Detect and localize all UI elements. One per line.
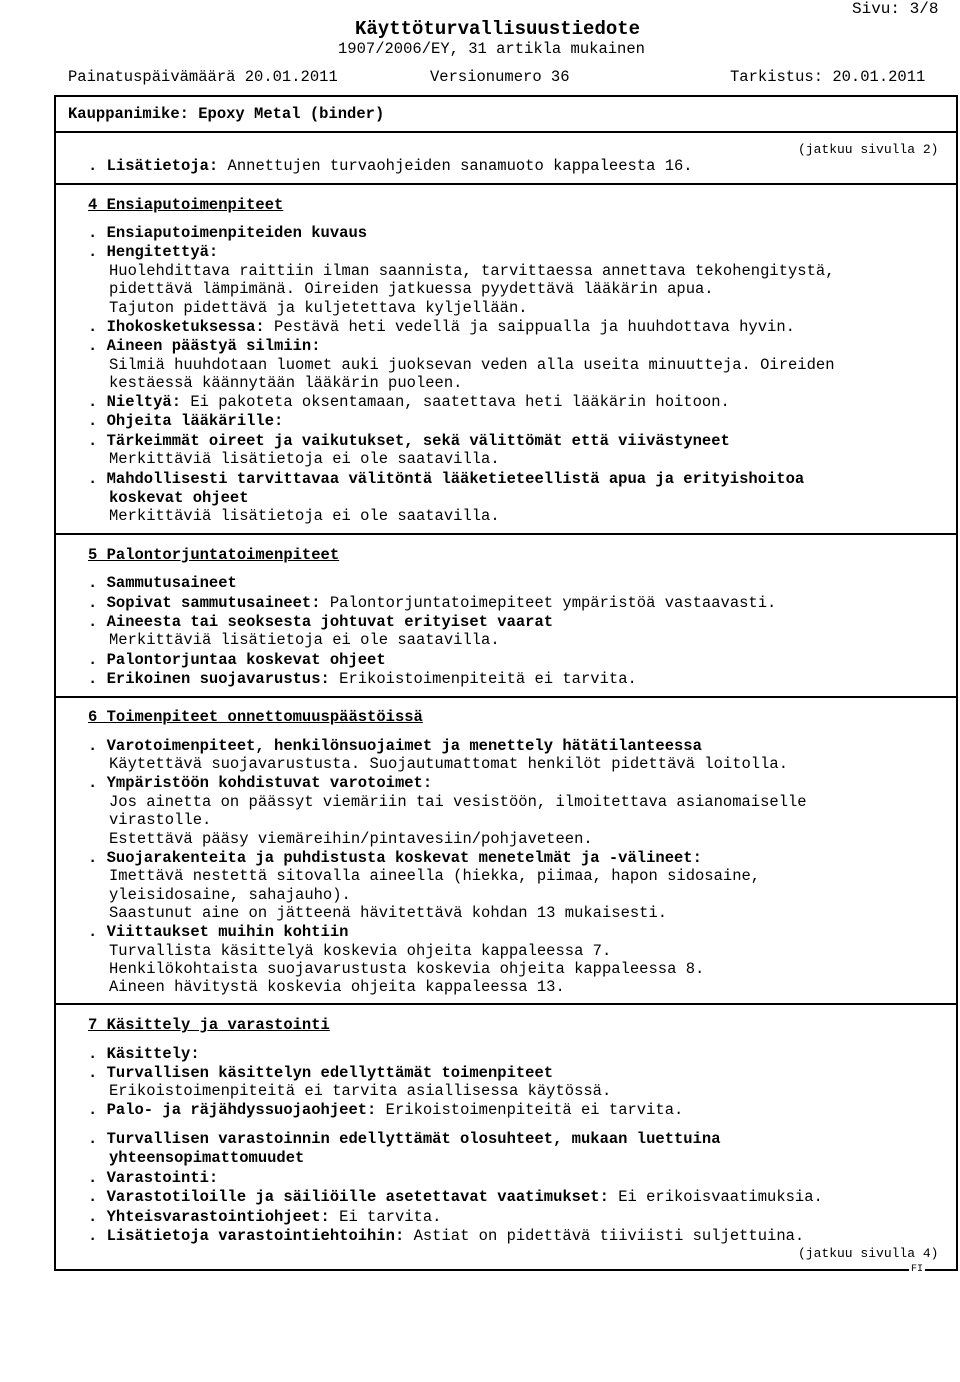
language-code: FI (911, 1264, 924, 1275)
s6-line: . Ympäristöön kohdistuvat varotoimet: (88, 774, 433, 792)
s6-line: Estettävä pääsy viemäreihin/pintavesiin/pohjaveteen. (109, 830, 593, 848)
s5-text: Erikoistoimenpiteitä ei tarvita. (329, 670, 637, 688)
section-5-title: 5 Palontorjuntatoimenpiteet (88, 546, 340, 564)
s6-line: . Varotoimenpiteet, henkilönsuojaimet ja menettely hätätilanteessa (88, 737, 702, 755)
s7-line: . Turvallisen käsittelyn edellyttämät toimenpiteet (88, 1064, 554, 1082)
s7-line (88, 1101, 683, 1119)
s7-line: . Varastointi: (88, 1169, 219, 1187)
frame-bottom-rule (54, 1269, 958, 1271)
continued-from: (jatkuu sivulla 2) (798, 142, 939, 157)
section-divider (54, 1003, 958, 1005)
section-divider (54, 183, 958, 185)
s4-text: Ei pakoteta oksentamaan, saatettava heti lääkärin hoitoon. (181, 393, 730, 411)
s6-line: Turvallista käsittelyä koskevia ohjeita kappaleessa 7. (109, 942, 612, 960)
frame-right-border (956, 95, 958, 1270)
section-6-title: 6 Toimenpiteet onnettomuuspäästöissä (88, 708, 423, 726)
print-date: Painatuspäivämäärä 20.01.2011 (68, 68, 338, 86)
s4-line: kestäessä käännytään lääkärin puoleen. (109, 374, 463, 392)
continued-to: (jatkuu sivulla 4) (798, 1246, 939, 1261)
s5-line: . Sammutusaineet (88, 574, 237, 592)
s4-line (88, 393, 730, 411)
s4-line: Tajuton pidettävä ja kuljetettava kyljellään. (109, 299, 528, 317)
section-divider (54, 696, 958, 698)
s7-text: Ei erikoisvaatimuksia. (608, 1188, 823, 1206)
trade-name: Kauppanimike: Epoxy Metal (binder) (68, 105, 385, 123)
s7-line (88, 1188, 823, 1206)
intro-line (88, 157, 693, 175)
s4-line: pidettävä lämpimänä. Oireiden jatkuessa pyydettävä lääkärin apua. (109, 280, 714, 298)
s7-label: . Lisätietoja varastointiehtoihin: (88, 1227, 405, 1245)
s7-text: Astiat on pidettävä tiiviisti suljettuina. (404, 1227, 805, 1245)
section-4-title: 4 Ensiaputoimenpiteet (88, 196, 284, 214)
s4-line (88, 318, 795, 336)
version-number: Versionumero 36 (430, 68, 570, 86)
document-title: Käyttöturvallisuustiedote (355, 18, 641, 40)
s5-label: . Erikoinen suojavarustus: (88, 670, 330, 688)
section-7-title: 7 Käsittely ja varastointi (88, 1016, 330, 1034)
s4-line: . Ensiaputoimenpiteiden kuvaus (88, 224, 368, 242)
intro-label: . Lisätietoja: (88, 157, 219, 175)
s7-label: . Varastotiloille ja säiliöille asetettavat vaatimukset: (88, 1188, 609, 1206)
s5-text: Palontorjuntatoimepiteet ympäristöä vastaavasti. (320, 594, 777, 612)
s4-line: . Tärkeimmät oireet ja vaikutukset, sekä välittömät että viivästyneet (88, 432, 730, 450)
page-number: Sivu: 3/8 (852, 0, 939, 18)
trade-name-top-rule (54, 95, 958, 97)
s6-line: . Viittaukset muihin kohtiin (88, 923, 349, 941)
revision-date: Tarkistus: 20.01.2011 (730, 68, 926, 86)
s4-line: Silmiä huuhdotaan luomet auki juoksevan veden alla useita minuutteja. Oireiden (109, 356, 835, 374)
s6-line: Jos ainetta on päässyt viemäriin tai vesistöön, ilmoitettava asianomaiselle (109, 793, 807, 811)
s4-line: . Aineen päästyä silmiin: (88, 337, 321, 355)
s7-line: . Käsittely: (88, 1045, 200, 1063)
section-divider (54, 533, 958, 535)
s6-line: . Suojarakenteita ja puhdistusta koskevat menetelmät ja -välineet: (88, 849, 702, 867)
s6-line: Imettävä nestettä sitovalla aineella (hiekka, piimaa, hapon sidosaine, (109, 867, 761, 885)
s7-label: . Yhteisvarastointiohjeet: (88, 1208, 330, 1226)
s5-line: . Palontorjuntaa koskevat ohjeet (88, 651, 386, 669)
document-subtitle: 1907/2006/EY, 31 artikla mukainen (338, 40, 645, 58)
s5-line: . Aineesta tai seoksesta johtuvat erityiset vaarat (88, 613, 554, 631)
s7-label: . Palo- ja räjähdyssuojaohjeet: (88, 1101, 377, 1119)
s7-line: Erikoistoimenpiteitä ei tarvita asiallisessa käytössä. (109, 1082, 612, 1100)
s7-text: Erikoistoimenpiteitä ei tarvita. (376, 1101, 684, 1119)
s5-label: . Sopivat sammutusaineet: (88, 594, 321, 612)
s7-text: Ei tarvita. (329, 1208, 442, 1226)
s4-line: Huolehdittava raittiin ilman saannista, tarvittaessa annettava tekohengitystä, (109, 262, 835, 280)
s4-line: . Ohjeita lääkärille: (88, 412, 284, 430)
s7-line: yhteensopimattomuudet (109, 1149, 305, 1167)
s5-line (88, 670, 637, 688)
s6-line: yleisidosaine, sahajauho). (109, 886, 351, 904)
s6-line: Saastunut aine on jätteenä hävitettävä kohdan 13 mukaisesti. (109, 904, 668, 922)
s7-line (88, 1227, 804, 1245)
s4-label: . Nieltyä: (88, 393, 182, 411)
s4-label: . Ihokosketuksessa: (88, 318, 265, 336)
s4-line: . Mahdollisesti tarvittavaa välitöntä lääketieteellistä apua ja erityishoitoa (88, 470, 805, 488)
frame-left-border (54, 95, 56, 1270)
s6-line: Aineen hävitystä koskevia ohjeita kappaleessa 13. (109, 978, 565, 996)
s7-line (88, 1208, 441, 1226)
s5-line (88, 594, 776, 612)
s5-line: Merkittäviä lisätietoja ei ole saatavilla. (109, 631, 500, 649)
trade-name-bottom-rule (54, 131, 958, 133)
intro-text: Annettujen turvaohjeiden sanamuoto kappaleesta 16. (218, 157, 693, 175)
s6-line: Käytettävä suojavarustusta. Suojautumattomat henkilöt pidettävä loitolla. (109, 755, 789, 773)
s4-text: Pestävä heti vedellä ja saippualla ja huuhdottava hyvin. (264, 318, 795, 336)
s6-line: Henkilökohtaista suojavarustusta koskevia ohjeita kappaleessa 8. (109, 960, 705, 978)
s4-line: . Hengitettyä: (88, 243, 219, 261)
s4-line: Merkittäviä lisätietoja ei ole saatavilla. (109, 450, 500, 468)
s4-line: koskevat ohjeet (109, 489, 249, 507)
s7-line: . Turvallisen varastoinnin edellyttämät olosuhteet, mukaan luettuina (88, 1130, 721, 1148)
s6-line: virastolle. (109, 811, 212, 829)
s4-line: Merkittäviä lisätietoja ei ole saatavilla. (109, 507, 500, 525)
